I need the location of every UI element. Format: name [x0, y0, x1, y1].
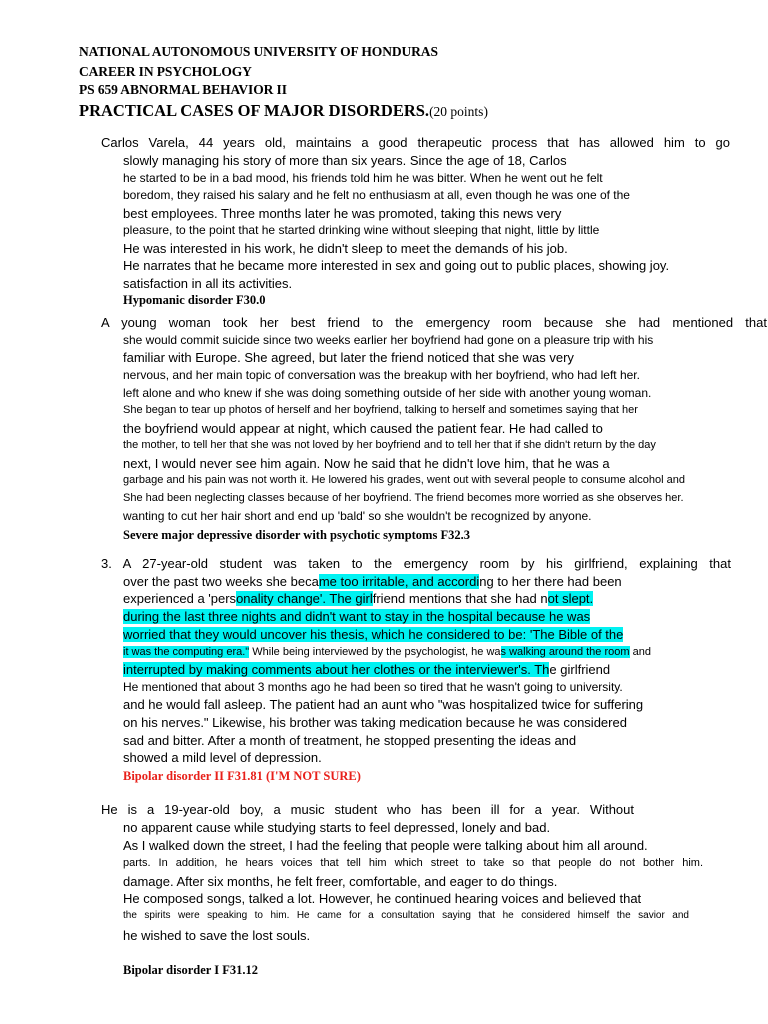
case-2-line: next, I would never see him again. Now he said that he didn't love him, that he was a: [123, 456, 610, 471]
case-3-line: [123, 663, 610, 677]
highlighted-text: s walking around the room: [500, 646, 630, 658]
case-4-line: parts. In addition, he hears voices that tell him which street to take so that people do not bother him.: [123, 857, 703, 869]
highlighted-text: interrupted by making comments about her clothes or the interviewer's. Th: [123, 662, 550, 677]
title-text: PRACTICAL CASES OF MAJOR DISORDERS.: [79, 101, 430, 120]
case-4-line: he wished to save the lost souls.: [123, 928, 311, 943]
case-2-line: the boyfriend would appear at night, which caused the patient fear. He had called to: [123, 421, 603, 436]
case-3-text: While being interviewed by the psychologist, he wa: [249, 646, 501, 658]
case-2-line: familiar with Europe. She agreed, but later the friend noticed that she was very: [123, 350, 574, 365]
highlighted-text: during the last three nights and didn't want to stay in the hospital because he was: [123, 609, 591, 624]
case-2-line: wanting to cut her hair short and end up 'bald' so she wouldn't be recognized by anyone.: [123, 509, 592, 523]
case-3-text: and: [629, 646, 651, 658]
case-4-line: no apparent cause while studying starts to feel depressed, lonely and bad.: [123, 820, 551, 835]
case-1-line: He was interested in his work, he didn't sleep to meet the demands of his job.: [123, 241, 568, 256]
case-3-line: [123, 592, 593, 606]
highlighted-text: onality change'. The girl: [236, 591, 373, 606]
career-name: CAREER IN PSYCHOLOGY: [79, 64, 252, 79]
case-3-text: experienced a 'pers: [123, 591, 237, 606]
case-2-line: the mother, to tell her that she was not loved by her boyfriend and to tell her that if she didn't return by the day: [123, 439, 656, 451]
case-3-text: over the past two weeks she beca: [123, 574, 319, 589]
case-1-line: He narrates that he became more interested in sex and going out to public places, showing joy.: [123, 258, 670, 273]
highlighted-text: worried that they would uncover his thesis, which he considered to be: 'The Bible of the: [123, 627, 624, 642]
title-points: (20 points): [429, 104, 488, 119]
case-2-line: garbage and his pain was not worth it. He lowered his grades, went out with several people to consume alcohol and: [123, 474, 685, 486]
case-2-line: nervous, and her main topic of conversation was the breakup with her boyfriend, who had left her.: [123, 368, 640, 382]
course-name: PS 659 ABNORMAL BEHAVIOR II: [79, 82, 287, 97]
case-1-line: he started to be in a bad mood, his friends told him he was bitter. When he went out he felt: [123, 171, 603, 185]
case-3-line: and he would fall asleep. The patient had an aunt who "was hospitalized twice for suffering: [123, 697, 644, 712]
case-4-line: As I walked down the street, I had the feeling that people were talking about him all around.: [123, 838, 648, 853]
case-3-line: [123, 610, 590, 624]
case-1-line: best employees. Three months later he was promoted, taking this news very: [123, 206, 562, 221]
case-2-line: A young woman took her best friend to the emergency room because she had mentioned that: [101, 316, 767, 330]
case-3-line: sad and bitter. After a month of treatment, he stopped presenting the ideas and: [123, 733, 577, 748]
case-3-text: ng to her there had been: [479, 574, 622, 589]
case-3-line: [123, 575, 622, 589]
case-3-line: showed a mild level of depression.: [123, 750, 322, 765]
case-2-line: left alone and who knew if she was doing something outside of her side with another young woman.: [123, 386, 652, 400]
case-1-line: boredom, they raised his salary and he felt no enthusiasm at all, even though he was one of the: [123, 188, 630, 202]
case-4-line: He composed songs, talked a lot. However, he continued hearing voices and believed that: [123, 891, 642, 906]
highlighted-text: ot slept.: [547, 591, 594, 606]
highlighted-text: me too irritable, and accordi: [318, 574, 480, 589]
case-2-line: She began to tear up photos of herself and her boyfriend, talking to herself and sometimes saying that her: [123, 404, 638, 416]
case-1-diagnosis: Hypomanic disorder F30.0: [123, 293, 266, 307]
case-2-line: she would commit suicide since two weeks earlier her boyfriend had gone on a pleasure trip with his: [123, 333, 654, 347]
case-3-line: [123, 628, 623, 642]
highlighted-text: it was the computing era.": [123, 646, 250, 658]
case-1-line: satisfaction in all its activities.: [123, 276, 293, 291]
case-3-line: [123, 646, 651, 658]
case-1-line: pleasure, to the point that he started drinking wine without sleeping that night, little by little: [123, 223, 600, 237]
case-4-line: the spirits were speaking to him. He came for a consultation saying that he considered himself the savior and: [123, 910, 689, 921]
case-3-text: friend mentions that she had n: [372, 591, 548, 606]
case-3-line: 3. A 27-year-old student was taken to the emergency room by his girlfriend, explaining that: [101, 557, 731, 571]
case-2-diagnosis: Severe major depressive disorder with psychotic symptoms F32.3: [123, 528, 470, 542]
page-title: [79, 101, 488, 121]
case-4-line: damage. After six months, he felt freer, comfortable, and eager to do things.: [123, 874, 558, 889]
case-3-line: on his nerves." Likewise, his brother was taking medication because he was considered: [123, 715, 627, 730]
case-1-line: Carlos Varela, 44 years old, maintains a good therapeutic process that has allowed him to go: [101, 136, 730, 150]
case-3-line: He mentioned that about 3 months ago he had been so tired that he wasn't going to university.: [123, 680, 623, 694]
case-3-diagnosis: Bipolar disorder II F31.81 (I'M NOT SURE): [123, 769, 361, 783]
university-name: NATIONAL AUTONOMOUS UNIVERSITY OF HONDURAS: [79, 44, 438, 59]
case-2-line: She had been neglecting classes because of her boyfriend. The friend becomes more worried as she observes her.: [123, 492, 684, 504]
case-4-line: He is a 19-year-old boy, a music student who has been ill for a year. Without: [101, 803, 634, 817]
case-1-line: slowly managing his story of more than six years. Since the age of 18, Carlos: [123, 153, 567, 168]
case-3-text: e girlfriend: [549, 662, 611, 677]
case-4-diagnosis: Bipolar disorder I F31.12: [123, 963, 258, 977]
